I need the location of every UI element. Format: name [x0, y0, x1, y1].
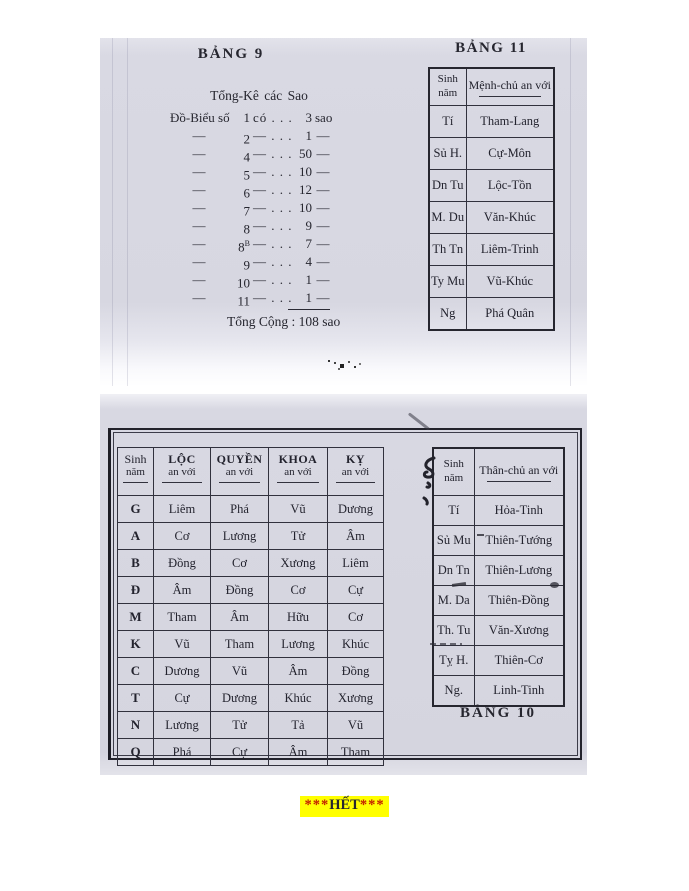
tally-dash: — [316, 290, 330, 305]
cell-khoa: Âm [269, 658, 328, 685]
cell-year: M. Da [433, 586, 474, 616]
bang10-body [433, 496, 564, 707]
total-unit: sao [322, 314, 341, 329]
table-row [433, 496, 564, 526]
header-cell-ky: KỴ an với [328, 448, 384, 496]
table-row [118, 496, 384, 523]
cell-year: Sủ H. [429, 138, 466, 170]
cell-khoa: Lương [269, 631, 328, 658]
scanner-streak [570, 38, 571, 386]
tally-row [170, 163, 342, 181]
cell-star: Cự-Môn [466, 138, 554, 170]
cell-quyen: Tử [211, 712, 269, 739]
scanner-streak [112, 38, 113, 386]
cell-loc: Lương [154, 712, 211, 739]
tally-first-row [170, 109, 342, 127]
tally-rows [170, 127, 342, 307]
cell-khoa: Khúc [269, 685, 328, 712]
ink-specks [328, 360, 330, 362]
cell-star: Lộc-Tồn [466, 170, 554, 202]
header-rule [277, 482, 319, 483]
cell-star: Vũ-Khúc [466, 266, 554, 298]
table-row [429, 106, 554, 138]
tally-row [170, 271, 342, 289]
header-cell-sinh-nam: Sinh năm [433, 448, 474, 496]
tally-dash: — [316, 272, 330, 287]
tally-number: 11 [237, 293, 250, 309]
cell-stem: C [118, 658, 154, 685]
tally-count: 9 [305, 218, 312, 233]
cell-year: Tỵ H. [433, 646, 474, 676]
tally-row [170, 145, 342, 163]
header-rule [123, 482, 148, 483]
tally-number: 1 [243, 110, 250, 125]
tally-separator: — . . . [253, 272, 293, 287]
cell-loc: Đồng [154, 550, 211, 577]
cell-loc: Dương [154, 658, 211, 685]
table-row [433, 526, 564, 556]
cell-star: Phá Quân [466, 298, 554, 331]
tally-unit: sao [315, 110, 333, 125]
cell-year: Tí [429, 106, 466, 138]
cell-star: Văn-Khúc [466, 202, 554, 234]
cell-stem: T [118, 685, 154, 712]
header-rule [479, 96, 541, 97]
cell-ky: Cự [328, 577, 384, 604]
cell-year: Tí [433, 496, 474, 526]
tally-number: 5 [243, 167, 250, 183]
table-row [429, 234, 554, 266]
cell-khoa: Vũ [269, 496, 328, 523]
cell-quyen: Cự [211, 739, 269, 766]
tally-separator: — . . . [253, 128, 293, 143]
bang11-table [428, 67, 555, 331]
table-header-row [433, 448, 564, 496]
total-label: Tổng Cộng : [227, 314, 296, 329]
header-rule [487, 481, 551, 482]
cell-stem: K [118, 631, 154, 658]
cell-loc: Phá [154, 739, 211, 766]
table-row [433, 586, 564, 616]
cell-quyen: Âm [211, 604, 269, 631]
tally-dash: — [316, 254, 330, 269]
tally-row [170, 199, 342, 217]
cell-stem: A [118, 523, 154, 550]
bang10-title: BẢNG 10 [459, 705, 537, 721]
cell-ky: Dương [328, 496, 384, 523]
cell-star: Thiên-Lương [474, 556, 564, 586]
tally-dash: — [192, 146, 206, 161]
cell-ky: Âm [328, 523, 384, 550]
cell-star: Tham-Lang [466, 106, 554, 138]
tally-count: 4 [305, 254, 312, 269]
tally-separator: — . . . [253, 236, 293, 251]
cell-star: Văn-Xương [474, 616, 564, 646]
bang10-table [432, 447, 565, 707]
tally-number: $8^B$ [238, 239, 250, 255]
scan-bottom [100, 394, 587, 775]
header-cell-loc: LỘC an với [154, 448, 211, 496]
cell-year: M. Du [429, 202, 466, 234]
table-row [118, 739, 384, 766]
cell-year: Sủ Mu [433, 526, 474, 556]
cell-year: Th. Tu [433, 616, 474, 646]
bang9-title: BẢNG 9 [197, 46, 265, 62]
tally-dash: — [192, 182, 206, 197]
tally-label: Đồ-Biểu số [170, 110, 230, 125]
tally-dash: — [316, 182, 330, 197]
table-row [429, 298, 554, 331]
tally-separator: — . . . [253, 290, 293, 305]
table-row [118, 577, 384, 604]
cell-khoa: Tử [269, 523, 328, 550]
table-row [118, 685, 384, 712]
cell-khoa: Cơ [269, 577, 328, 604]
cell-year: Dn Tu [429, 170, 466, 202]
scan-top [100, 38, 587, 386]
tally-row [170, 127, 342, 145]
tally-dash: — [192, 164, 206, 179]
tally-dash: — [316, 200, 330, 215]
table-header-row [429, 68, 554, 106]
cell-stem: N [118, 712, 154, 739]
tally-number: 7 [243, 203, 250, 219]
cell-khoa: Tả [269, 712, 328, 739]
tally-row [170, 181, 342, 199]
tally-dash: — [316, 218, 330, 233]
table-row [429, 202, 554, 234]
cell-ky: Vũ [328, 712, 384, 739]
tally-count: 1 [305, 290, 312, 305]
tally-dash: — [192, 236, 206, 251]
cell-ky: Liêm [328, 550, 384, 577]
cell-quyen: Cơ [211, 550, 269, 577]
cell-quyen: Lương [211, 523, 269, 550]
cell-stem: Đ [118, 577, 154, 604]
cell-khoa: Hữu [269, 604, 328, 631]
bang9-tally-list [170, 109, 342, 330]
bang9-subtitle: Tổng-Kê các Sao [210, 88, 308, 103]
ink-blot [418, 454, 444, 510]
header-rule [219, 482, 260, 483]
tally-separator: — . . . [253, 182, 293, 197]
cell-ky: Xương [328, 685, 384, 712]
cell-star: Thiên-Đồng [474, 586, 564, 616]
scanner-streak [127, 38, 128, 386]
header-rule [336, 482, 376, 483]
cell-year: Ty Mu [429, 266, 466, 298]
table-row [433, 646, 564, 676]
header-cell-menh-chu: Mệnh-chủ an với [466, 68, 554, 106]
tally-number: 8 [243, 221, 250, 237]
table-header-row [118, 448, 384, 496]
cell-ky: Cơ [328, 604, 384, 631]
header-cell-sinh-nam: Sinh năm [118, 448, 154, 496]
cell-loc: Liêm [154, 496, 211, 523]
tally-count: 50 [299, 146, 312, 161]
header-cell-than-chu: Thân-chủ an với [474, 448, 564, 496]
tally-count: 12 [299, 182, 312, 197]
table-row [118, 631, 384, 658]
stars-right: *** [359, 797, 385, 813]
cell-loc: Âm [154, 577, 211, 604]
cell-star: Thiên-Tướng [474, 526, 564, 556]
cell-quyen: Vũ [211, 658, 269, 685]
tally-separator: — . . . [253, 254, 293, 269]
ink-dot [550, 582, 559, 588]
table-row [118, 550, 384, 577]
tally-count: 7 [305, 236, 312, 251]
cell-khoa: Xương [269, 550, 328, 577]
tally-number: 2 [243, 131, 250, 147]
tally-number: 9 [243, 257, 250, 273]
bang11-body [429, 106, 554, 331]
cell-quyen: Phá [211, 496, 269, 523]
tally-row [170, 253, 342, 271]
tally-count: 10 [299, 200, 312, 215]
table-row [433, 676, 564, 707]
table-row [429, 266, 554, 298]
tally-count: 1 [305, 272, 312, 287]
tally-dash: — [192, 200, 206, 215]
tally-dash: — [316, 128, 330, 143]
cell-khoa: Âm [269, 739, 328, 766]
tally-number: 10 [237, 275, 250, 291]
table-row [118, 523, 384, 550]
tally-row [170, 235, 342, 253]
cell-star: Liêm-Trinh [466, 234, 554, 266]
header-cell-khoa: KHOA an với [269, 448, 328, 496]
end-marker-highlight [300, 796, 388, 817]
tuhoa-table [117, 447, 384, 766]
tally-dash: — [192, 128, 206, 143]
cell-loc: Cự [154, 685, 211, 712]
cell-quyen: Tham [211, 631, 269, 658]
tally-separator: — . . . [253, 200, 293, 215]
tally-dash: — [316, 146, 330, 161]
cell-loc: Vũ [154, 631, 211, 658]
tally-number: 6 [243, 185, 250, 201]
tally-separator: — . . . [253, 146, 293, 161]
total-value: 108 [298, 314, 319, 329]
cell-year: Ng [429, 298, 466, 331]
tally-dash: — [316, 164, 330, 179]
tally-dash: — [192, 218, 206, 233]
table-row [429, 138, 554, 170]
ink-dash [477, 534, 484, 536]
tally-dash: — [316, 236, 330, 251]
tally-dash: — [192, 254, 206, 269]
cell-stem: Q [118, 739, 154, 766]
table-row [433, 616, 564, 646]
tuhoa-body [118, 496, 384, 766]
cell-loc: Tham [154, 604, 211, 631]
tally-number: 4 [243, 149, 250, 165]
cell-ky: Tham [328, 739, 384, 766]
tally-dash: — [192, 272, 206, 287]
cell-quyen: Dương [211, 685, 269, 712]
cell-loc: Cơ [154, 523, 211, 550]
table-row [433, 556, 564, 586]
table-row [429, 170, 554, 202]
table-row [118, 604, 384, 631]
tally-count: 10 [299, 164, 312, 179]
tally-row [170, 217, 342, 235]
het-word: HẾT [329, 797, 360, 813]
cell-year: Dn Tn [433, 556, 474, 586]
stars-left: *** [304, 797, 330, 813]
table-row [118, 658, 384, 685]
header-cell-sinh-nam: Sinh năm [429, 68, 466, 106]
bang9-total [227, 314, 342, 330]
cell-stem: M [118, 604, 154, 631]
cell-year: Ng. [433, 676, 474, 707]
tally-separator: — . . . [253, 218, 293, 233]
cell-ky: Đồng [328, 658, 384, 685]
cell-year: Th Tn [429, 234, 466, 266]
tally-row [170, 289, 342, 307]
tally-dash: — [192, 290, 206, 305]
cell-star: Hỏa-Tinh [474, 496, 564, 526]
table-row [118, 712, 384, 739]
tally-count: 1 [305, 128, 312, 143]
end-marker [0, 796, 689, 817]
header-cell-quyen: QUYỀN an với [211, 448, 269, 496]
cell-quyen: Đồng [211, 577, 269, 604]
cell-stem: G [118, 496, 154, 523]
tally-count: 3 [305, 110, 312, 125]
ink-dashes [430, 643, 462, 645]
cell-star: Thiên-Cơ [474, 646, 564, 676]
cell-stem: B [118, 550, 154, 577]
bang11-title: BẢNG 11 [455, 40, 527, 56]
header-rule [162, 482, 202, 483]
cell-star: Linh-Tinh [474, 676, 564, 707]
tally-separator: có . . . [253, 110, 293, 125]
cell-ky: Khúc [328, 631, 384, 658]
tally-separator: — . . . [253, 164, 293, 179]
